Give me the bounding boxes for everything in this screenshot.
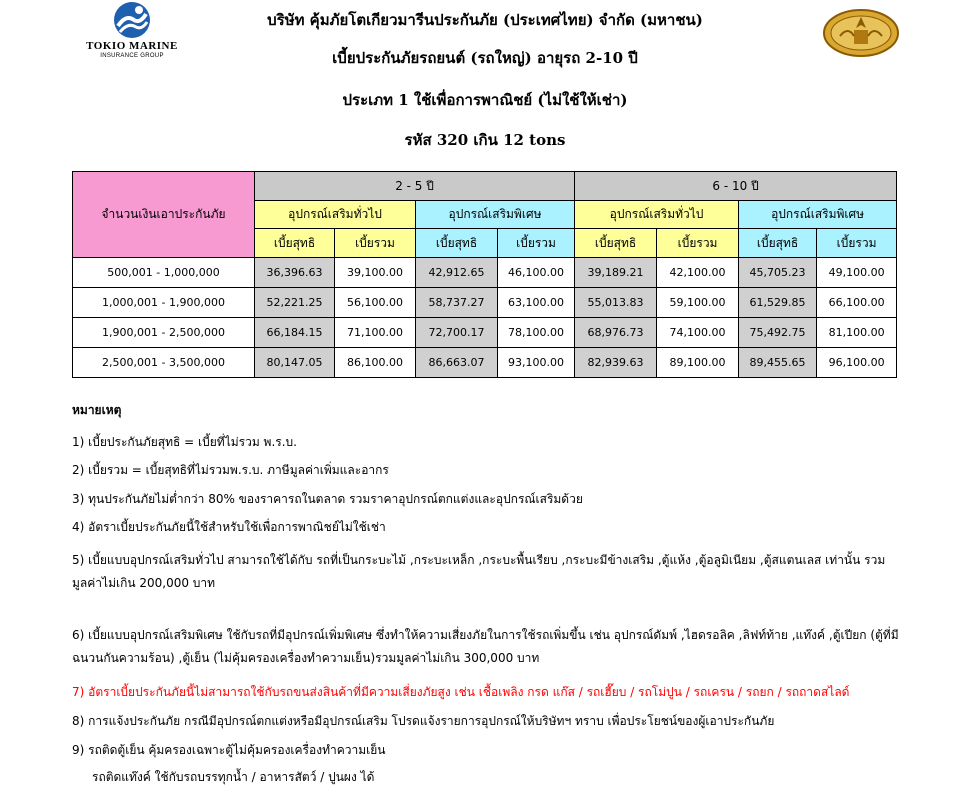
note-item: 1) เบี้ยประกันภัยสุทธิ = เบี้ยที่ไม่รวม พ.ร.บ. [72,435,297,449]
column-header: เบี้ยรวม [498,229,575,258]
category-header: อุปกรณ์เสริมทั่วไป [575,201,739,229]
column-header: เบี้ยรวม [657,229,739,258]
table-row [73,318,897,348]
sum-insured-header: จำนวนเงินเอาประกันภัย [73,172,255,258]
note-item: 2) เบี้ยรวม = เบี้ยสุทธิที่ไม่รวมพ.ร.บ. ภาษีมูลค่าเพิ่มและอากร [72,463,389,477]
note-item: รถติดแท๊งค์ ใช้กับรถบรรทุกน้ำ / อาหารสัตว์ / ปูนผง ได้ [92,770,375,784]
table-cell: 82,939.63 [575,348,657,378]
sum-insured-range: 1,000,001 - 1,900,000 [73,288,255,318]
table-cell: 89,455.65 [739,348,817,378]
note-item: 5) เบี้ยแบบอุปกรณ์เสริมทั่วไป สามารถใช้ได้กับ รถที่เป็นกระบะไม้ ,กระบะเหล็ก ,กระบะพื้นเรียบ ,กระบะมีข้างเสริม ,ตู้แห้ง ,ตู้อลูมิเนียม ,ตู้สแตนเลส เท่านั้น รวมมูลค่าไม่เกิน 200,000 บาท [72,553,886,590]
logo-brand-text: TOKIO MARINE [86,40,178,52]
sum-insured-range: 500,001 - 1,000,000 [73,258,255,288]
column-header: เบี้ยสุทธิ [255,229,335,258]
sum-insured-range: 2,500,001 - 3,500,000 [73,348,255,378]
table-cell: 96,100.00 [817,348,897,378]
table-cell: 72,700.17 [416,318,498,348]
sum-insured-range: 1,900,001 - 2,500,000 [73,318,255,348]
table-cell: 80,147.05 [255,348,335,378]
year-group-header: 2 - 5 ปี [255,172,575,201]
column-header: เบี้ยรวม [335,229,416,258]
note-item: 4) อัตราเบี้ยประกันภัยนี้ใช้สำหรับใช้เพื่อการพาณิชย์ไม่ใช้เช่า [72,520,386,534]
table-cell: 66,184.15 [255,318,335,348]
column-header: เบี้ยสุทธิ [739,229,817,258]
table-cell: 66,100.00 [817,288,897,318]
table-row [73,258,897,288]
table-cell: 56,100.00 [335,288,416,318]
table-cell: 59,100.00 [657,288,739,318]
company-name: บริษัท คุ้มภัยโตเกียวมารีนประกันภัย (ประเทศไทย) จำกัด (มหาชน) [267,11,703,29]
table-cell: 36,396.63 [255,258,335,288]
note-item-warning: 7) อัตราเบี้ยประกันภัยนี้ไม่สามารถใช้กับรถขนส่งสินค้าที่มีความเสี่ยงภัยสูง เช่น เชื้อเพลิง กรด แก๊ส / รถเฮี๊ยบ / รถโม่ปูน / รถเครน / รถยก / รถถาดสไลด์ [72,685,850,699]
table-cell: 71,100.00 [335,318,416,348]
vehicle-code: รหัส 320 เกิน 12 tons [404,131,566,149]
table-cell: 61,529.85 [739,288,817,318]
column-header: เบี้ยสุทธิ [416,229,498,258]
logo-sub-text: INSURANCE GROUP [100,53,164,59]
table-cell: 81,100.00 [817,318,897,348]
column-header: เบี้ยสุทธิ [575,229,657,258]
category-header: อุปกรณ์เสริมพิเศษ [416,201,575,229]
table-row [73,348,897,378]
table-cell: 78,100.00 [498,318,575,348]
table-cell: 39,100.00 [335,258,416,288]
table-cell: 39,189.21 [575,258,657,288]
royal-emblem-icon [822,8,900,58]
table-cell: 68,976.73 [575,318,657,348]
note-item: 8) การแจ้งประกันภัย กรณีมีอุปกรณ์ตกแต่งหรือมีอุปกรณ์เสริม โปรดแจ้งรายการอุปกรณ์ให้บริษัทฯ ทราบ เพื่อประโยชน์ของผู้เอาประกันภัย [72,714,775,728]
premium-rate-table [72,171,897,378]
table-cell: 55,013.83 [575,288,657,318]
category-header: อุปกรณ์เสริมทั่วไป [255,201,416,229]
category-header: อุปกรณ์เสริมพิเศษ [739,201,897,229]
table-cell: 42,100.00 [657,258,739,288]
note-item: 9) รถติดตู้เย็น คุ้มครองเฉพาะตู้ไม่คุ้มครองเครื่องทำความเย็น [72,743,386,757]
table-cell: 58,737.27 [416,288,498,318]
table-cell: 86,663.07 [416,348,498,378]
table-cell: 89,100.00 [657,348,739,378]
table-cell: 45,705.23 [739,258,817,288]
table-cell: 63,100.00 [498,288,575,318]
table-cell: 52,221.25 [255,288,335,318]
table-cell: 74,100.00 [657,318,739,348]
year-group-header: 6 - 10 ปี [575,172,897,201]
table-cell: 75,492.75 [739,318,817,348]
table-cell: 42,912.65 [416,258,498,288]
note-item: 3) ทุนประกันภัยไม่ต่ำกว่า 80% ของราคารถในตลาด รวมราคาอุปกรณ์ตกแต่งและอุปกรณ์เสริมด้วย [72,492,583,506]
table-cell: 49,100.00 [817,258,897,288]
tokio-marine-emblem-icon [112,0,152,40]
table-cell: 46,100.00 [498,258,575,288]
coverage-type: ประเภท 1 ใช้เพื่อการพาณิชย์ (ไม่ใช้ให้เช่า) [342,91,628,109]
notes-title: หมายเหตุ [72,403,122,417]
table-cell: 93,100.00 [498,348,575,378]
table-row [73,288,897,318]
product-title: เบี้ยประกันภัยรถยนต์ (รถใหญ่) อายุรถ 2-10 ปี [332,49,638,67]
column-header: เบี้ยรวม [817,229,897,258]
tokio-marine-logo [82,0,182,60]
note-item: 6) เบี้ยแบบอุปกรณ์เสริมพิเศษ ใช้กับรถที่มีอุปกรณ์เพิ่มพิเศษ ซึ่งทำให้ความเสี่ยงภัยในการใช้รถเพิ่มขึ้น เช่น อุปกรณ์ดัมพ์ ,ไฮดรอลิค ,ลิฟท์ท้าย ,แท๊งค์ ,ตู้เปียก (ตู้ที่มีฉนวนกันความร้อน) ,ตู้เย็น (ไม่คุ้มครองเครื่องทำความเย็น)รวมมูลค่าไม่เกิน 300,000 บาท [72,628,899,665]
table-cell: 86,100.00 [335,348,416,378]
